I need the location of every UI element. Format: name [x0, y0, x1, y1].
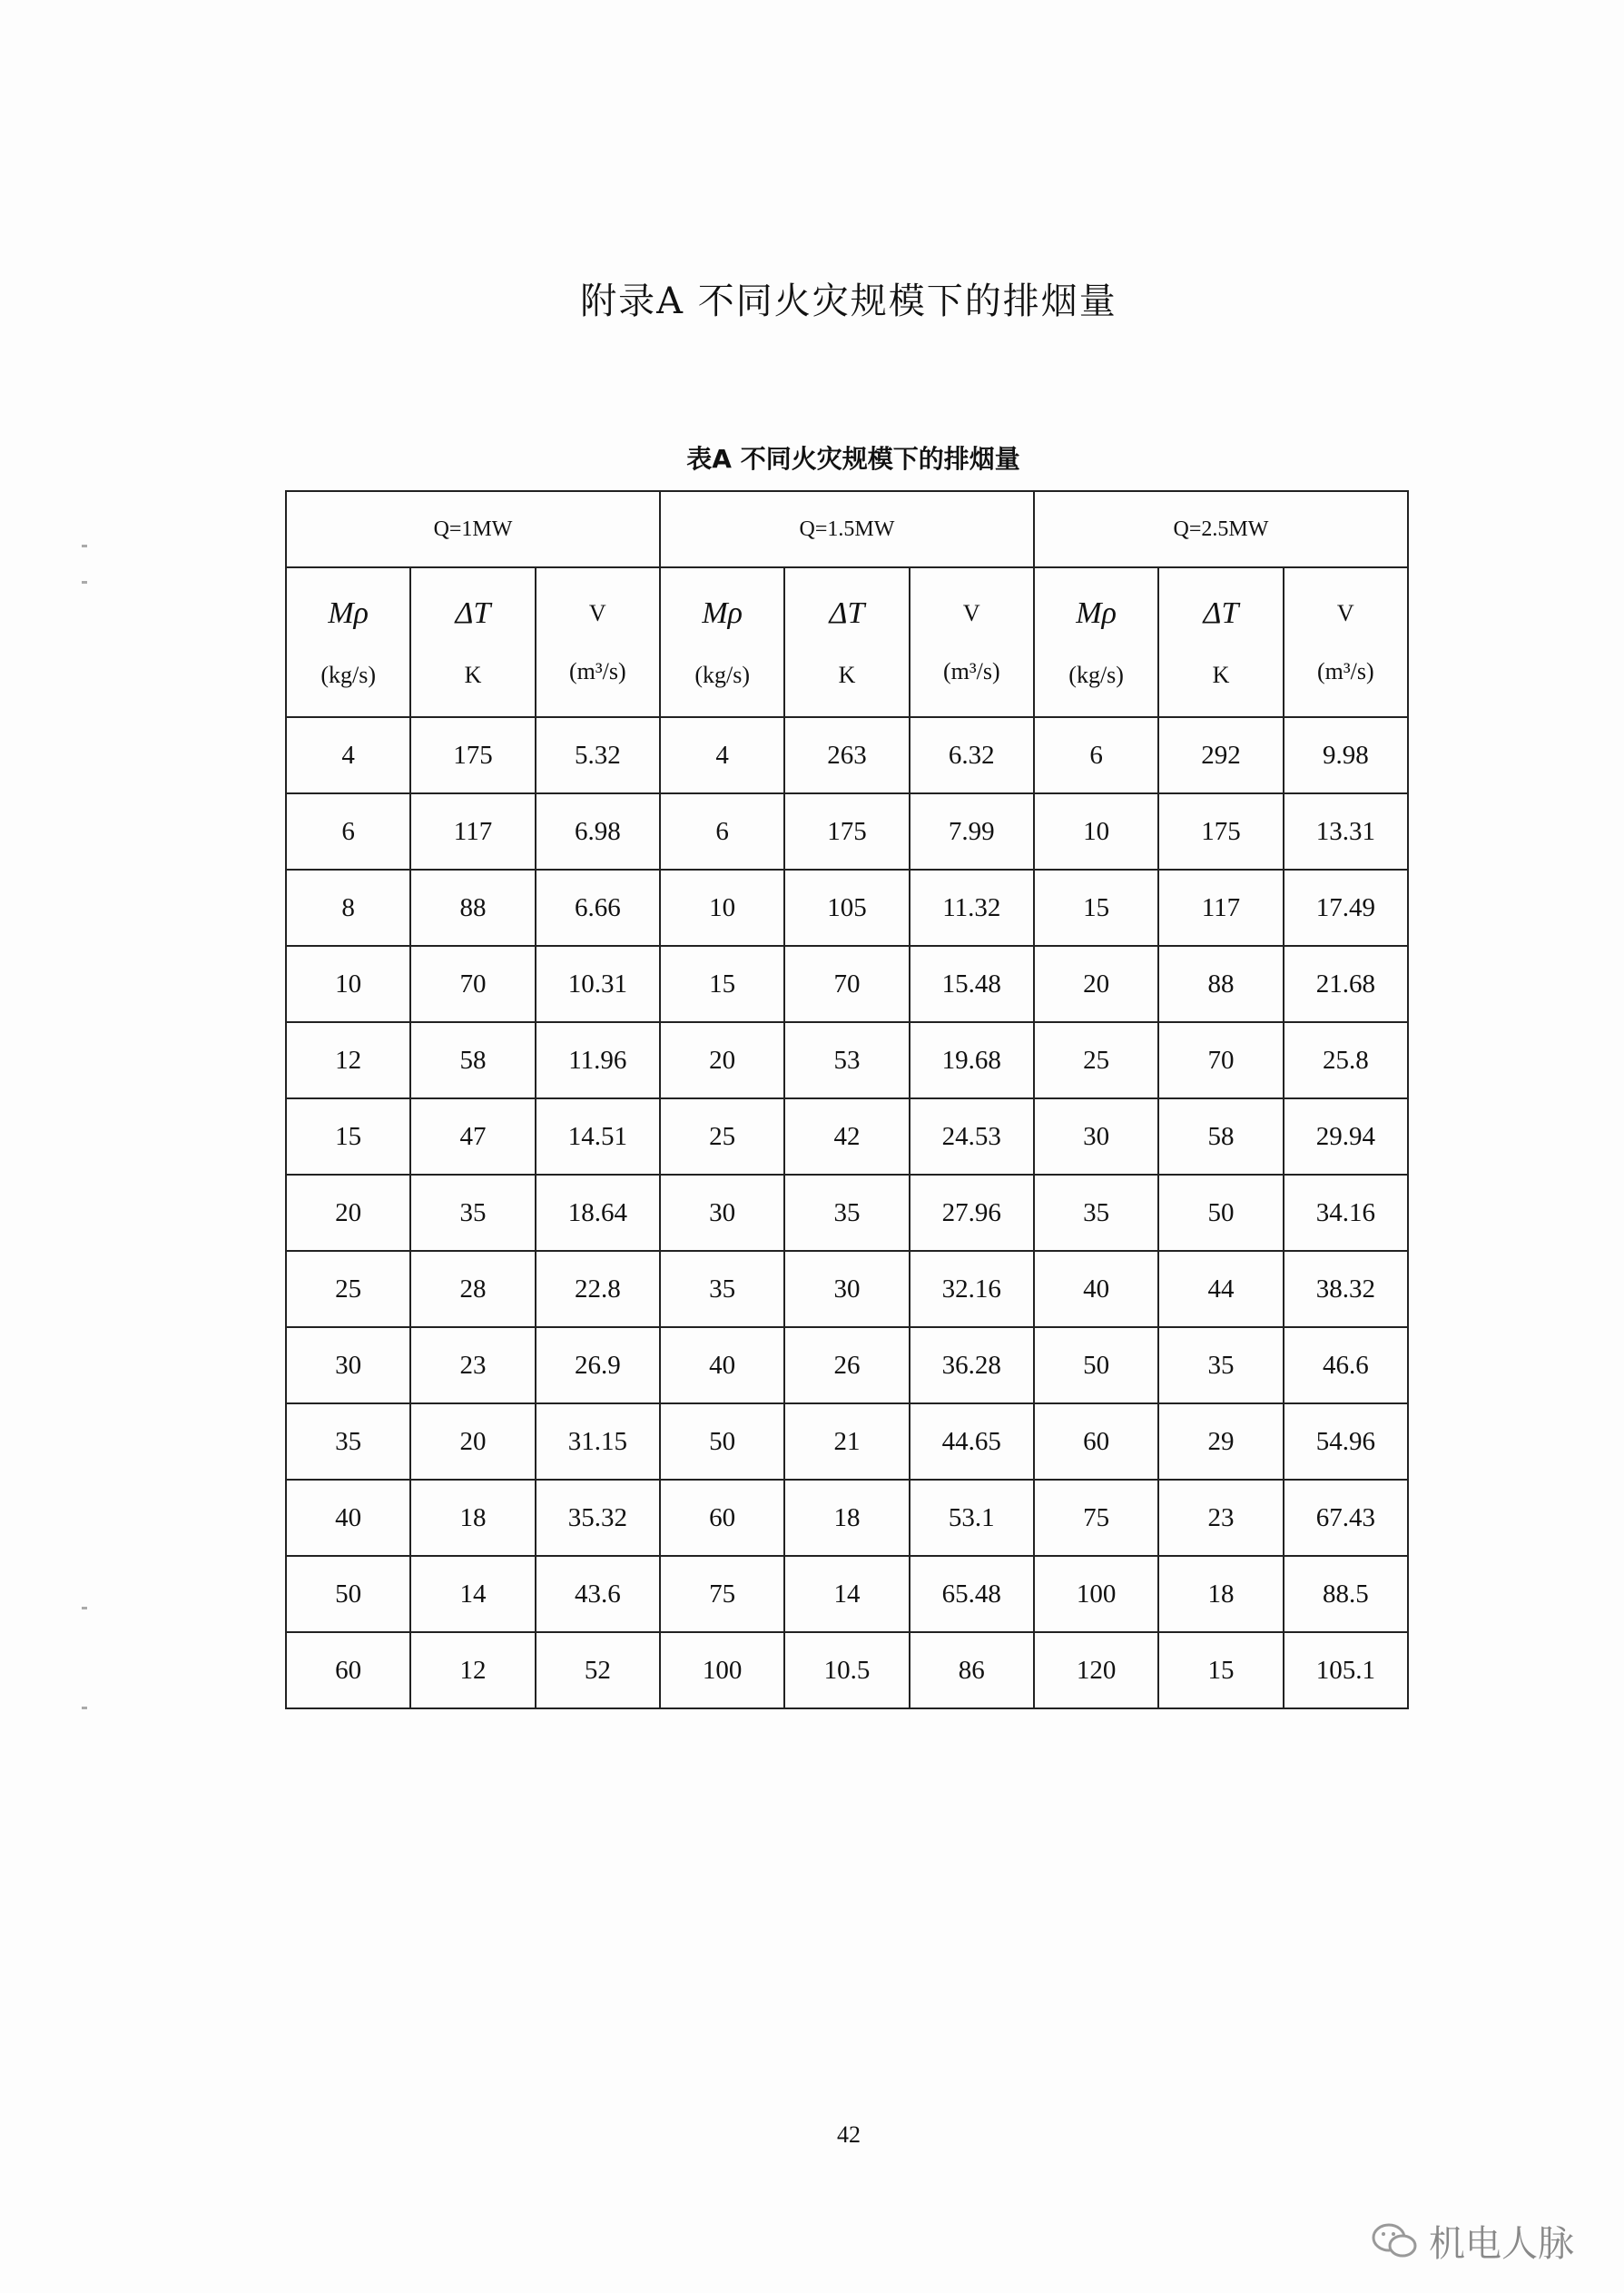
column-header — [784, 567, 909, 717]
table-cell: 67.43 — [1284, 1480, 1408, 1556]
table-cell: 38.32 — [1284, 1251, 1408, 1327]
table-cell: 175 — [784, 793, 909, 870]
table-cell: 18.64 — [536, 1175, 660, 1251]
table-cell: 9.98 — [1284, 717, 1408, 793]
group-header: Q=2.5MW — [1034, 491, 1408, 567]
table-cell: 40 — [660, 1327, 784, 1403]
table-row — [286, 1098, 1408, 1175]
table-cell: 6.32 — [910, 717, 1034, 793]
smoke-exhaust-table — [285, 490, 1409, 1709]
table-cell: 25.8 — [1284, 1022, 1408, 1098]
table-row — [286, 1480, 1408, 1556]
table-cell: 58 — [410, 1022, 535, 1098]
table-cell: 46.6 — [1284, 1327, 1408, 1403]
column-unit: (kg/s) — [320, 661, 376, 688]
table-cell: 65.48 — [910, 1556, 1034, 1632]
table-cell: 53 — [784, 1022, 909, 1098]
table-cell: 20 — [410, 1403, 535, 1480]
table-cell: 35 — [1034, 1175, 1158, 1251]
table-cell: 6.98 — [536, 793, 660, 870]
table-cell: 10.5 — [784, 1632, 909, 1708]
table-cell: 17.49 — [1284, 870, 1408, 946]
column-unit: K — [838, 661, 856, 688]
column-unit: (m³/s) — [942, 657, 1000, 684]
table-cell: 11.96 — [536, 1022, 660, 1098]
table-cell: 6 — [1034, 717, 1158, 793]
wechat-icon — [1371, 2221, 1420, 2261]
column-header-row — [286, 567, 1408, 717]
table-cell: 25 — [286, 1251, 410, 1327]
table-row — [286, 1251, 1408, 1327]
table-cell: 34.16 — [1284, 1175, 1408, 1251]
column-symbol: V — [962, 599, 980, 626]
table-cell: 12 — [286, 1022, 410, 1098]
table-cell: 75 — [1034, 1480, 1158, 1556]
table-cell: 10.31 — [536, 946, 660, 1022]
table-cell: 35 — [1158, 1327, 1283, 1403]
table-cell: 10 — [660, 870, 784, 946]
table-cell: 50 — [286, 1556, 410, 1632]
column-unit: (m³/s) — [1316, 657, 1374, 684]
table-cell: 86 — [910, 1632, 1034, 1708]
table-cell: 35 — [660, 1251, 784, 1327]
table-cell: 35 — [410, 1175, 535, 1251]
table-cell: 36.28 — [910, 1327, 1034, 1403]
table-cell: 35.32 — [536, 1480, 660, 1556]
table-cell: 14 — [410, 1556, 535, 1632]
column-header — [536, 567, 660, 717]
column-symbol: ΔT — [829, 595, 865, 630]
table-cell: 15 — [1158, 1632, 1283, 1708]
table-cell: 30 — [1034, 1098, 1158, 1175]
table-cell: 263 — [784, 717, 909, 793]
table-cell: 21.68 — [1284, 946, 1408, 1022]
table-cell: 10 — [1034, 793, 1158, 870]
table-cell: 13.31 — [1284, 793, 1408, 870]
table-cell: 21 — [784, 1403, 909, 1480]
page-title: 附录A 不同火灾规模下的排烟量 — [580, 280, 1117, 322]
table-cell: 100 — [1034, 1556, 1158, 1632]
table-row — [286, 1175, 1408, 1251]
group-header-row — [286, 491, 1408, 567]
table-cell: 6 — [286, 793, 410, 870]
table-cell: 22.8 — [536, 1251, 660, 1327]
table-cell: 14 — [784, 1556, 909, 1632]
table-cell: 32.16 — [910, 1251, 1034, 1327]
table-cell: 117 — [1158, 870, 1283, 946]
table-cell: 117 — [410, 793, 535, 870]
table-cell: 100 — [660, 1632, 784, 1708]
table-cell: 31.15 — [536, 1403, 660, 1480]
column-unit: (kg/s) — [694, 661, 750, 688]
table-cell: 23 — [410, 1327, 535, 1403]
table-cell: 14.51 — [536, 1098, 660, 1175]
table-cell: 18 — [784, 1480, 909, 1556]
table-cell: 11.32 — [910, 870, 1034, 946]
table-cell: 6 — [660, 793, 784, 870]
table-cell: 4 — [660, 717, 784, 793]
table-cell: 44 — [1158, 1251, 1283, 1327]
page-number: 42 — [837, 2121, 861, 2148]
table-cell: 15 — [1034, 870, 1158, 946]
table-cell: 50 — [1158, 1175, 1283, 1251]
column-symbol: V — [1336, 599, 1354, 626]
table-cell: 26.9 — [536, 1327, 660, 1403]
table-cell: 29.94 — [1284, 1098, 1408, 1175]
table-cell: 70 — [1158, 1022, 1283, 1098]
table-row — [286, 1556, 1408, 1632]
table-cell: 10 — [286, 946, 410, 1022]
table-cell: 15.48 — [910, 946, 1034, 1022]
column-unit: (m³/s) — [568, 657, 626, 684]
table-cell: 30 — [784, 1251, 909, 1327]
table-cell: 6.66 — [536, 870, 660, 946]
table-cell: 53.1 — [910, 1480, 1034, 1556]
table-cell: 70 — [410, 946, 535, 1022]
table-cell: 50 — [660, 1403, 784, 1480]
column-unit: K — [1212, 661, 1230, 688]
table-cell: 120 — [1034, 1632, 1158, 1708]
table-cell: 20 — [1034, 946, 1158, 1022]
table-cell: 40 — [286, 1480, 410, 1556]
table-cell: 24.53 — [910, 1098, 1034, 1175]
table-cell: 23 — [1158, 1480, 1283, 1556]
column-header — [286, 567, 410, 717]
table-cell: 26 — [784, 1327, 909, 1403]
table-cell: 43.6 — [536, 1556, 660, 1632]
table-cell: 5.32 — [536, 717, 660, 793]
table-cell: 19.68 — [910, 1022, 1034, 1098]
table-row — [286, 946, 1408, 1022]
table-cell: 30 — [286, 1327, 410, 1403]
table-caption: 表A 不同火灾规模下的排烟量 — [686, 444, 1020, 474]
table-cell: 8 — [286, 870, 410, 946]
table-cell: 25 — [1034, 1022, 1158, 1098]
column-symbol: ΔT — [455, 595, 491, 630]
table-cell: 50 — [1034, 1327, 1158, 1403]
group-header: Q=1.5MW — [660, 491, 1034, 567]
column-header — [660, 567, 784, 717]
table-cell: 18 — [410, 1480, 535, 1556]
column-header — [1158, 567, 1283, 717]
column-header — [410, 567, 535, 717]
table-cell: 105.1 — [1284, 1632, 1408, 1708]
table-row — [286, 1403, 1408, 1480]
table-cell: 27.96 — [910, 1175, 1034, 1251]
table-cell: 70 — [784, 946, 909, 1022]
table-cell: 4 — [286, 717, 410, 793]
table-cell: 175 — [1158, 793, 1283, 870]
table-cell: 47 — [410, 1098, 535, 1175]
table-cell: 75 — [660, 1556, 784, 1632]
watermark — [1371, 2215, 1574, 2267]
table-cell: 30 — [660, 1175, 784, 1251]
table-cell: 25 — [660, 1098, 784, 1175]
table-cell: 44.65 — [910, 1403, 1034, 1480]
table-cell: 54.96 — [1284, 1403, 1408, 1480]
table-cell: 35 — [286, 1403, 410, 1480]
table-row — [286, 1632, 1408, 1708]
column-symbol: V — [588, 599, 606, 626]
table-cell: 42 — [784, 1098, 909, 1175]
table-cell: 58 — [1158, 1098, 1283, 1175]
group-header: Q=1MW — [286, 491, 660, 567]
column-symbol: Mρ — [702, 595, 743, 630]
watermark-text: 机电人脉 — [1429, 2223, 1574, 2265]
column-symbol: ΔT — [1203, 595, 1239, 630]
table-cell: 52 — [536, 1632, 660, 1708]
column-symbol: Mρ — [328, 595, 369, 630]
table-cell: 28 — [410, 1251, 535, 1327]
column-header — [1284, 567, 1408, 717]
column-symbol: Mρ — [1076, 595, 1117, 630]
table-cell: 292 — [1158, 717, 1283, 793]
table-row — [286, 870, 1408, 946]
table-cell: 15 — [660, 946, 784, 1022]
table-row — [286, 793, 1408, 870]
table-cell: 35 — [784, 1175, 909, 1251]
table-cell: 12 — [410, 1632, 535, 1708]
table-cell: 60 — [286, 1632, 410, 1708]
table-cell: 20 — [286, 1175, 410, 1251]
table-cell: 60 — [1034, 1403, 1158, 1480]
table-cell: 18 — [1158, 1556, 1283, 1632]
table-cell: 29 — [1158, 1403, 1283, 1480]
table-cell: 88 — [410, 870, 535, 946]
table-cell: 60 — [660, 1480, 784, 1556]
table-row — [286, 1327, 1408, 1403]
column-unit: (kg/s) — [1068, 661, 1124, 688]
table-row — [286, 1022, 1408, 1098]
table-cell: 40 — [1034, 1251, 1158, 1327]
column-unit: K — [464, 661, 482, 688]
table-cell: 20 — [660, 1022, 784, 1098]
column-header — [1034, 567, 1158, 717]
table-cell: 105 — [784, 870, 909, 946]
table-cell: 175 — [410, 717, 535, 793]
table-cell: 88.5 — [1284, 1556, 1408, 1632]
table-cell: 7.99 — [910, 793, 1034, 870]
table-row — [286, 717, 1408, 793]
table-cell: 88 — [1158, 946, 1283, 1022]
column-header — [910, 567, 1034, 717]
table-cell: 15 — [286, 1098, 410, 1175]
